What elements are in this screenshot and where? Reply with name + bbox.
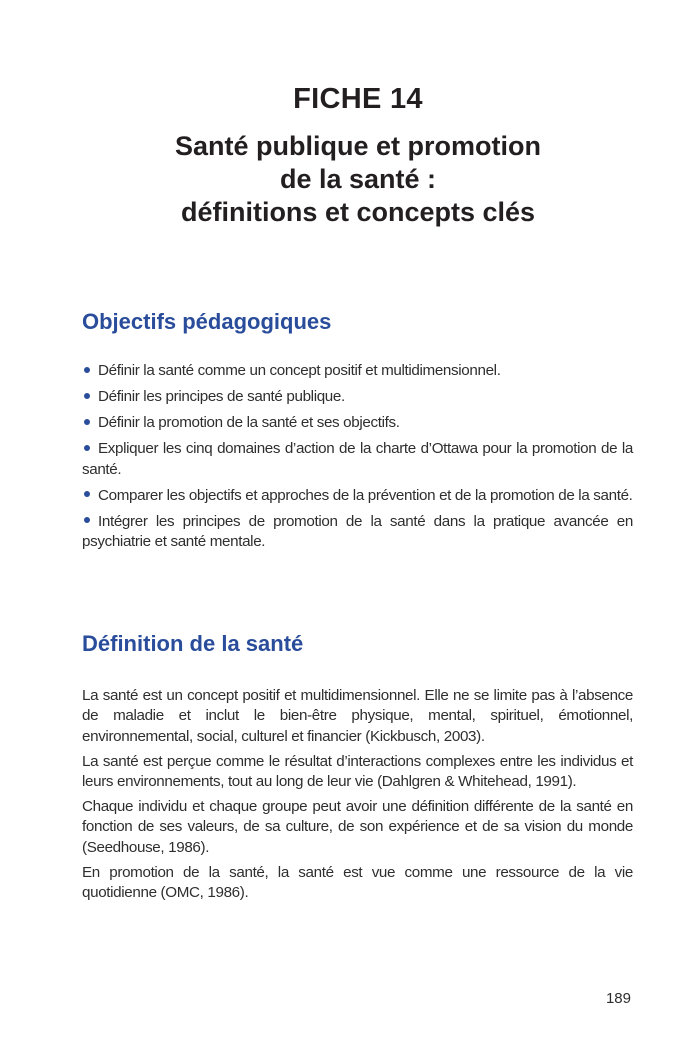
list-item-text: Comparer les objectifs et approches de la prévention et de la promotion de la santé. [98, 486, 633, 504]
list-item [82, 512, 633, 553]
chapter-title-line-1: Santé publique et promotion [175, 131, 541, 161]
chapter-title-block [0, 82, 700, 229]
list-item-text: Expliquer les cinq domaines d’action de la charte d’Ottawa pour la promotion de la santé. [82, 440, 633, 478]
list-item [82, 486, 633, 507]
paragraph: La santé est perçue comme le résultat d’interactions complexes entre les individus et leurs environnements, tout au long de leur vie (Dahlgren & Whitehead, 1991). [82, 752, 633, 790]
bullet-icon [84, 517, 90, 523]
list-item [82, 439, 633, 480]
bullet-icon [84, 367, 90, 373]
page-number: 189 [605, 990, 631, 1007]
chapter-title-line-2: de la santé : [279, 164, 437, 194]
bullet-icon [84, 445, 90, 451]
chapter-title-line-3: définitions et concepts clés [180, 197, 536, 227]
bullet-icon [84, 491, 90, 497]
section-heading-definition: Définition de la santé [82, 631, 304, 656]
list-item-text: Intégrer les principes de promotion de la santé dans la pratique avancée en psychiatrie et santé mentale. [82, 512, 633, 550]
bullet-icon [84, 419, 90, 425]
bullet-icon [84, 393, 90, 399]
paragraph: La santé est un concept positif et multidimensionnel. Elle ne se limite pas à l’absence de maladie et inclut le bien-être physique, mental, spirituel, émotionnel, environnemental, social, culturel et financier (Kickbusch, 2003). [82, 687, 633, 745]
section-heading-objectifs: Objectifs pédagogiques [82, 309, 332, 334]
fiche-number: FICHE 14 [293, 83, 423, 115]
paragraph: Chaque individu et chaque groupe peut avoir une définition différente de la santé en fonction de ses valeurs, de sa culture, de son expérience et de sa vision du monde (Seedhouse, 1986). [82, 798, 633, 856]
list-item [82, 413, 633, 434]
paragraph: En promotion de la santé, la santé est vue comme une ressource de la vie quotidienne (OMC, 1986). [82, 863, 633, 902]
definition-body [82, 686, 633, 908]
chapter-title [0, 130, 700, 229]
list-item-text: Définir les principes de santé publique. [98, 388, 345, 405]
list-item-text: Définir la santé comme un concept positif et multidimensionnel. [98, 362, 501, 379]
list-item [82, 387, 633, 408]
list-item [82, 361, 633, 382]
learning-objectives-list [82, 361, 633, 558]
list-item-text: Définir la promotion de la santé et ses objectifs. [98, 414, 400, 431]
